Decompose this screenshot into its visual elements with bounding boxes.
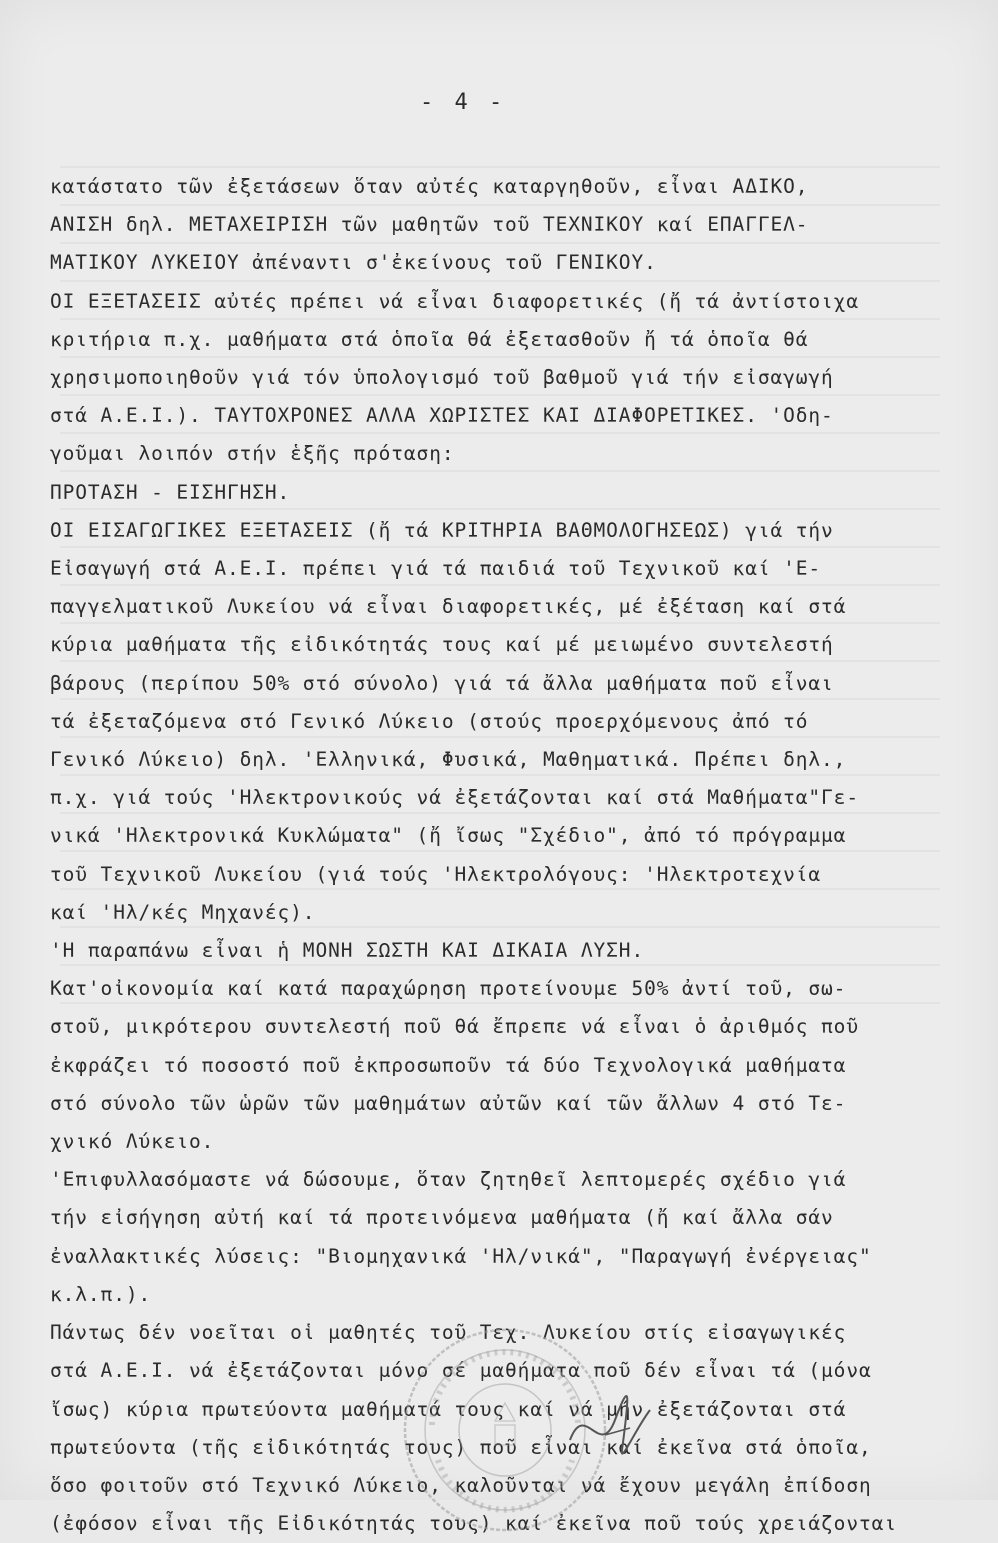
text-line: τοῦ Τεχνικοῦ Λυκείου (γιά τούς 'Ηλεκτρολόγους: 'Ηλεκτροτεχνία [50,862,822,886]
text-line: στό σύνολο τῶν ὡρῶν τῶν μαθημάτων αὐτῶν καί τῶν ἄλλων 4 στό Τε- [50,1091,847,1115]
text-line: στοῦ, μικρότερου συντελεστή ποῦ θά ἔπρεπε νά εἶναι ὁ ἀριθμός ποῦ [50,1015,859,1039]
text-line: νικά 'Ηλεκτρονικά Κυκλώματα" (ἤ ἴσως "Σχέδιο", ἀπό τό πρόγραμμα [50,824,847,848]
text-line: π.χ. γιά τούς 'Ηλεκτρονικούς νά ἐξετάζονται καί στά Μαθήματα"Γε- [50,786,859,810]
text-line: κ.λ.π.). [50,1282,152,1306]
text-line: ΟΙ ΕΙΣΑΓΩΓΙΚΕΣ ΕΞΕΤΑΣΕΙΣ (ἤ τά ΚΡΙΤΗΡΙΑ ΒΑΘΜΟΛΟΓΗΣΕΩΣ) γιά τήν [50,518,834,542]
text-line: 'Επιφυλλασόμαστε νά δώσουμε, ὅταν ζητηθεῖ λεπτομερές σχέδιο γιά [50,1168,847,1192]
text-line: Κατ'οἰκονομία καί κατά παραχώρηση προτείνουμε 50% ἀντί τοῦ, σω- [50,977,847,1001]
text-line: πρωτεύοντα (τῆς εἰδικότητάς τους) ποῦ εἶναι καί ἐκεῖνα στά ὁποῖα, [50,1435,872,1459]
text-line: 'Η παραπάνω εἶναι ἡ ΜΟΝΗ ΣΩΣΤΗ ΚΑΙ ΔΙΚΑΙΑ ΛΥΣΗ. [50,939,645,963]
text-line: ΟΙ ΕΞΕΤΑΣΕΙΣ αὐτές πρέπει νά εἶναι διαφορετικές (ἤ τά ἀντίστοιχα [50,289,859,313]
text-line: παγγελματικοῦ Λυκείου νά εἶναι διαφορετικές, μέ ἐξέταση καί στά [50,595,847,619]
text-line: βάρους (περίπου 50% στό σύνολο) γιά τά ἄλλα μαθήματα ποῦ εἶναι [50,671,834,695]
text-line: Γενικό Λύκειο) δηλ. 'Ελληνικά, Φυσικά, Μαθηματικά. Πρέπει δηλ., [50,748,847,772]
text-line: κριτήρια π.χ. μαθήματα στά ὁποῖα θά ἐξετασθοῦν ἤ τά ὁποῖα θά [50,327,809,351]
text-line: ΑΝΙΣΗ δηλ. ΜΕΤΑΧΕΙΡΙΣΗ τῶν μαθητῶν τοῦ ΤΕΧΝΙΚΟΥ καί ΕΠΑΓΓΕΛ- [50,213,809,237]
text-line: Πάντως δέν νοεῖται οἱ μαθητές τοῦ Τεχ. Λυκείου στίς εἰσαγωγικές [50,1321,847,1345]
page-number: - 4 - [420,90,507,115]
text-line: τήν εἰσήγηση αὐτή καί τά προτεινόμενα μαθήματα (ἤ καί ἄλλα σάν [50,1206,834,1230]
text-line: Εἰσαγωγή στά Α.Ε.Ι. πρέπει γιά τά παιδιά τοῦ Τεχνικοῦ καί 'Ε- [50,557,822,581]
text-line: ὅσο φοιτοῦν στό Τεχνικό Λύκειο, καλοῦνται νά ἔχουν μεγάλη ἐπίδοση [50,1473,872,1497]
text-line: στά Α.Ε.Ι.). ΤΑΥΤΟΧΡΟΝΕΣ ΑΛΛΑ ΧΩΡΙΣΤΕΣ ΚΑΙ ΔΙΑΦΟΡΕΤΙΚΕΣ. 'Οδη- [50,404,834,428]
text-line: ἐκφράζει τό ποσοστό ποῦ ἐκπροσωποῦν τά δύο Τεχνολογικά μαθήματα [50,1053,847,1077]
text-line: κύρια μαθήματα τῆς εἰδικότητάς τους καί μέ μειωμένο συντελεστή [50,633,834,657]
text-line: χρησιμοποιηθοῦν γιά τόν ὑπολογισμό τοῦ βαθμοῦ γιά τήν εἰσαγωγή [50,366,834,390]
text-line: ΜΑΤΙΚΟΥ ΛΥΚΕΙΟΥ ἀπέναντι σ'ἐκείνους τοῦ ΓΕΝΙΚΟΥ. [50,251,657,275]
text-line: χνικό Λύκειο. [50,1130,215,1154]
text-line: κατάστατο τῶν ἐξετάσεων ὅταν αὐτές καταργηθοῦν, εἶναι ΑΔΙΚΟ, [50,175,809,198]
text-line: ΠΡΟΤΑΣΗ - ΕΙΣΗΓΗΣΗ. [50,480,291,504]
text-line: στά Α.Ε.Ι. νά ἐξετάζονται μόνο σέ μαθήματα ποῦ δέν εἶναι τά (μόνα [50,1359,872,1383]
text-line: ἐναλλακτικές λύσεις: "Βιομηχανικά 'Ηλ/νικά", "Παραγωγή ἐνέργειας" [50,1244,872,1268]
text-line: (ἐφόσον εἶναι τῆς Εἰδικότητάς τους) καί ἐκεῖνα ποῦ τούς χρειάζονται [50,1512,897,1536]
text-line: καί 'Ηλ/κές Μηχανές). [50,900,316,924]
text-line: γοῦμαι λοιπόν στήν ἑξῆς πρόταση: [50,442,455,466]
text-line: τά ἐξεταζόμενα στό Γενικό Λύκειο (στούς προερχόμενους ἀπό τό [50,709,809,733]
text-line: ἴσως) κύρια πρωτεύοντα μαθήματά τους καί νά μήν ἐξετάζονται στά [50,1397,847,1421]
handwritten-signature [560,1380,660,1470]
